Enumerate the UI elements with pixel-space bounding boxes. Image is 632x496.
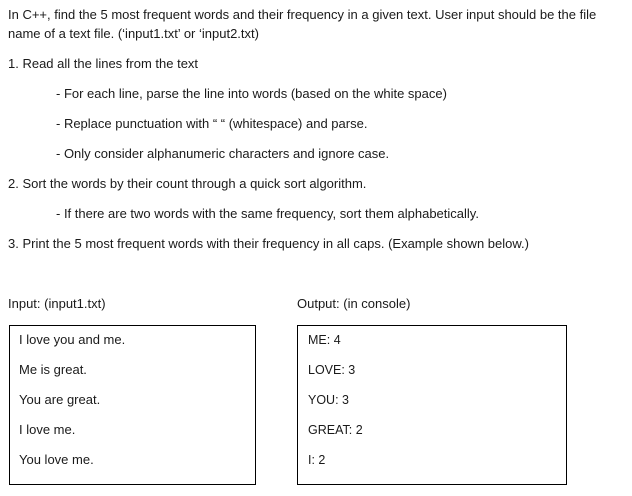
output-line: ME: 4 [308, 333, 341, 347]
output-line: YOU: 3 [308, 393, 349, 407]
step-3-label: 3. Print the 5 most frequent words with their frequency in all caps. (Example shown below.) [8, 236, 529, 251]
output-label: Output: (in console) [297, 296, 411, 311]
output-example-box [297, 325, 567, 485]
input-line: Me is great. [19, 362, 87, 377]
output-line: I: 2 [308, 453, 326, 467]
step-1-sub-2: - Replace punctuation with “ “ (whitespace) and parse. [56, 116, 368, 131]
input-line: I love me. [19, 422, 76, 437]
input-example-box [9, 325, 256, 485]
step-1-sub-1: - For each line, parse the line into words (based on the white space) [56, 86, 447, 101]
intro-line-1: In C++, find the 5 most frequent words and their frequency in a given text. User input should be the file [8, 7, 597, 22]
output-line: GREAT: 2 [308, 423, 363, 437]
step-1-label: 1. Read all the lines from the text [8, 56, 199, 71]
input-line: You love me. [19, 452, 94, 467]
intro-line-2: name of a text file. (‘input1.txt’ or ‘input2.txt) [8, 26, 259, 41]
step-2-sub-1: - If there are two words with the same frequency, sort them alphabetically. [56, 206, 479, 221]
input-line: I love you and me. [19, 332, 126, 347]
step-1-sub-3: - Only consider alphanumeric characters and ignore case. [56, 146, 390, 161]
output-line: LOVE: 3 [308, 363, 356, 377]
step-2-label: 2. Sort the words by their count through a quick sort algorithm. [8, 176, 367, 191]
input-label: Input: (input1.txt) [8, 296, 106, 311]
input-line: You are great. [19, 392, 101, 407]
